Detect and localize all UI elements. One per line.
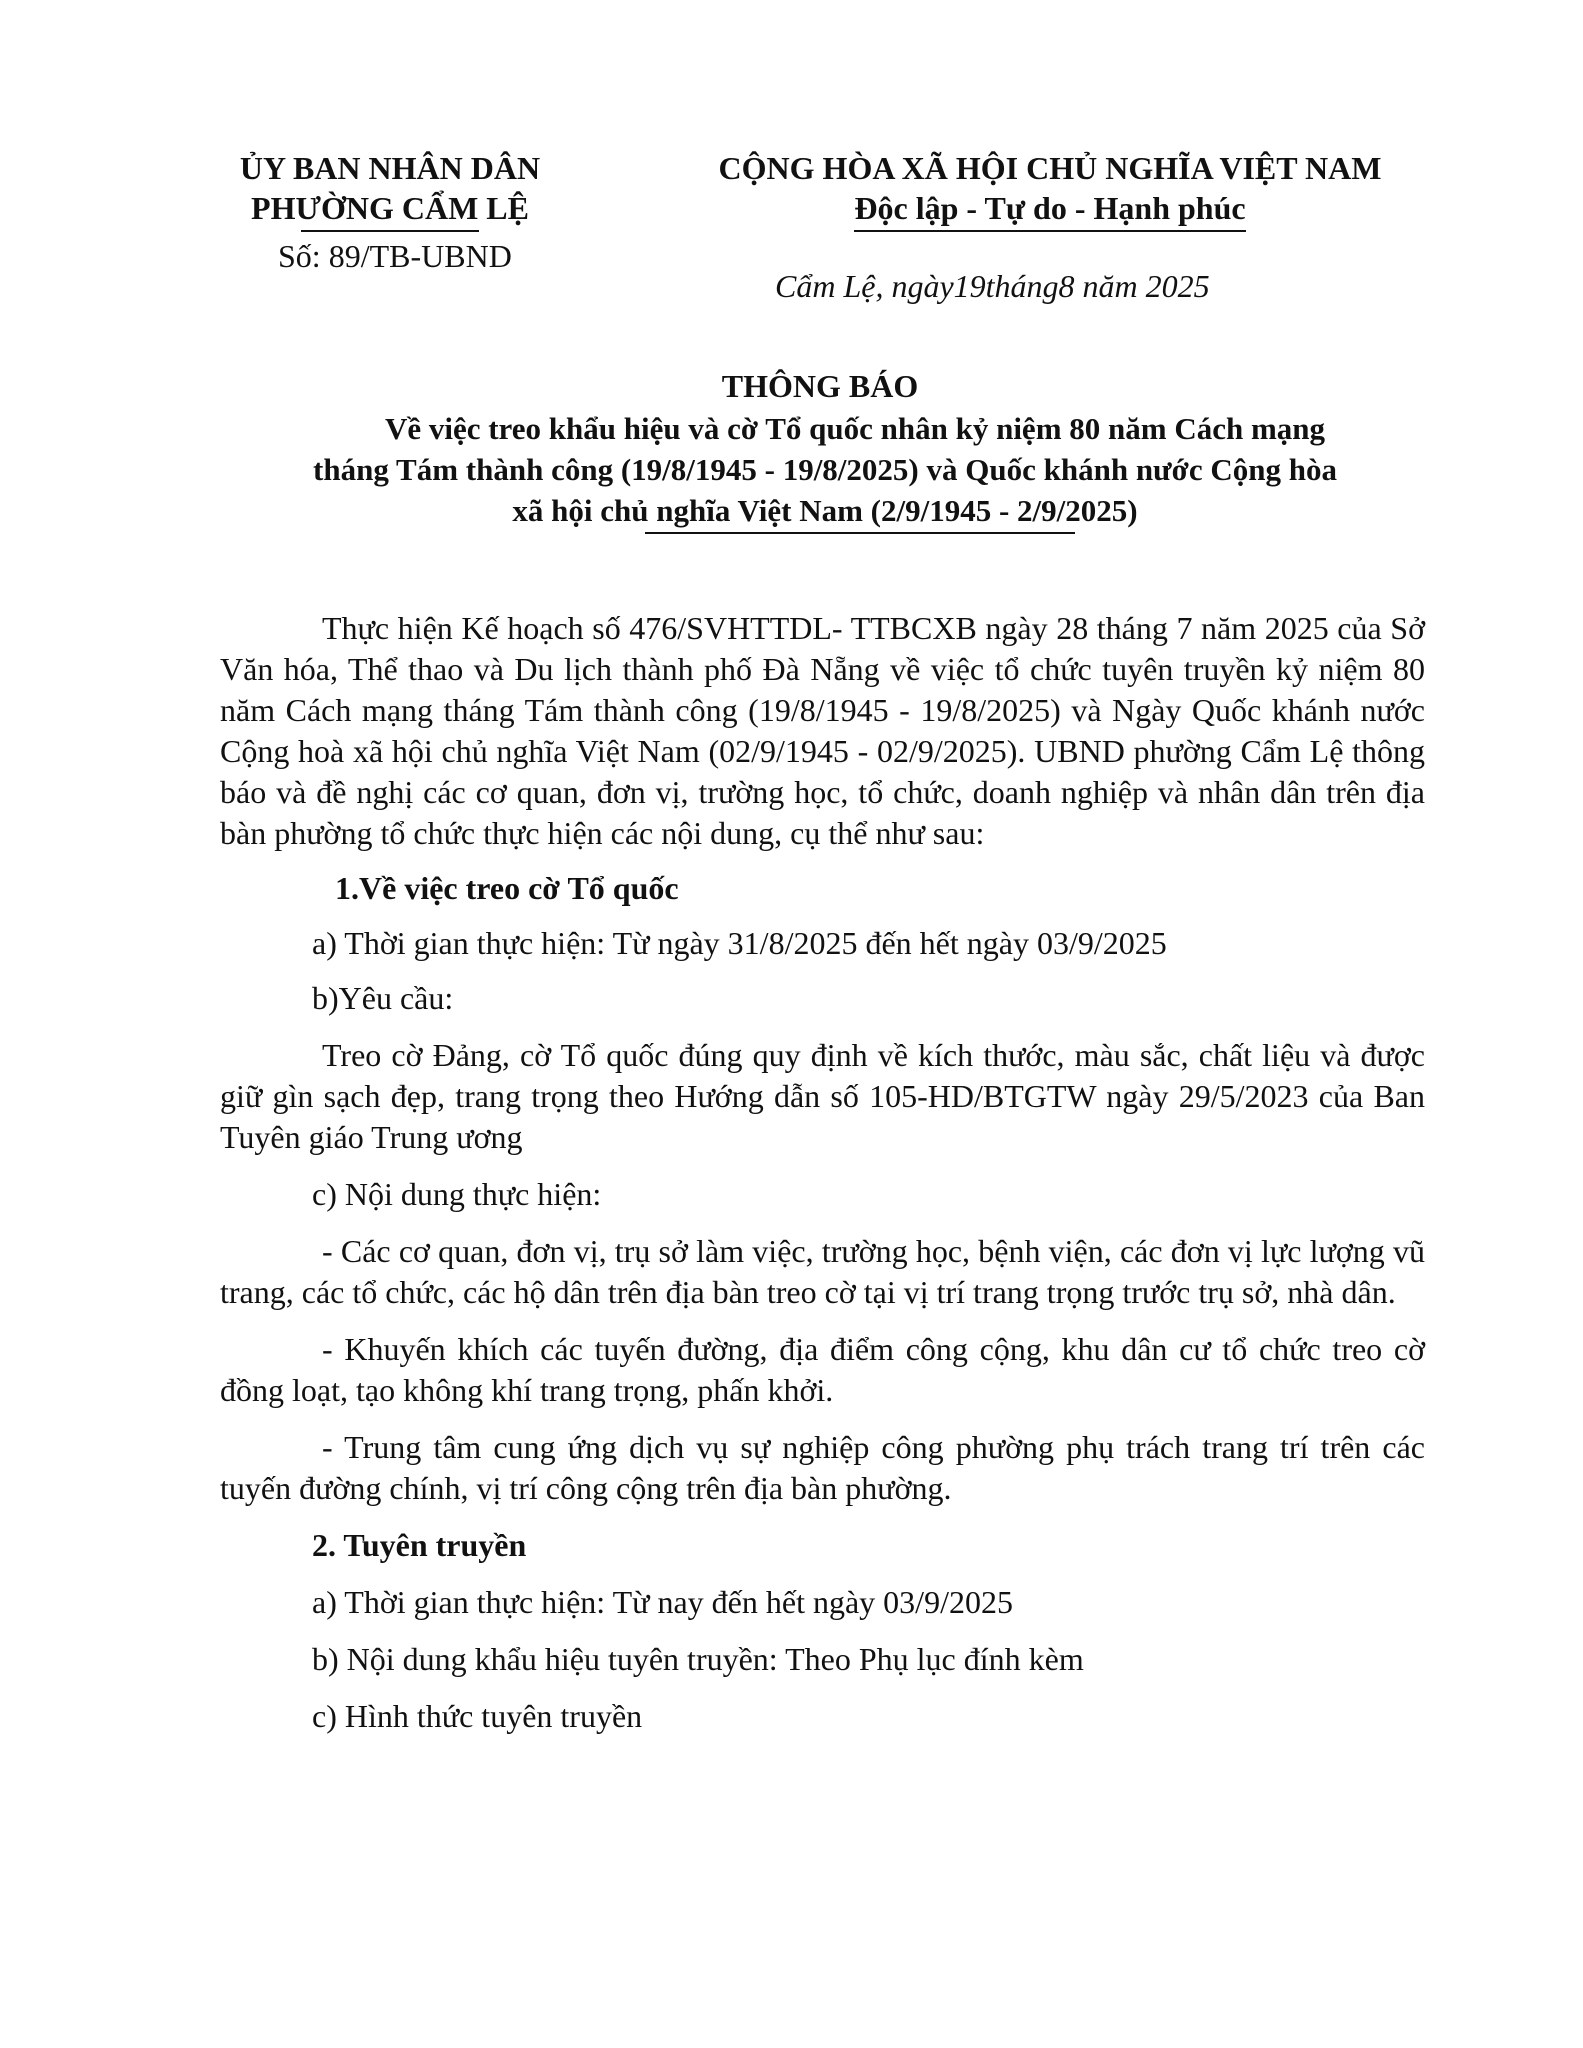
- section-2-heading: 2. Tuyên truyền: [312, 1527, 527, 1563]
- agency-line-1: ỦY BAN NHÂN DÂN: [239, 150, 541, 186]
- section-2-item-a: a) Thời gian thực hiện: Từ nay đến hết ngày 03/9/2025: [312, 1584, 1013, 1620]
- document-subject: [205, 408, 1445, 531]
- agency-underline: [301, 230, 479, 232]
- section-1-item-b-text: Treo cờ Đảng, cờ Tổ quốc đúng quy định về kích thước, màu sắc, chất liệu và được giữ gìn sạch đẹp, trang trọng theo Hướng dẫn số 105-HD/BTGTW ngày 29/5/2023 của Ban Tuyên giáo Trung ương: [220, 1037, 1425, 1155]
- section-1-item-c-bullet-1: - Các cơ quan, đơn vị, trụ sở làm việc, trường học, bệnh viện, các đơn vị lực lượng vũ trang, các tổ chức, các hộ dân trên địa bàn treo cờ tại vị trí trang trọng trước trụ sở, nhà dân.: [220, 1233, 1425, 1310]
- subject-line-1: Về việc treo khẩu hiệu và cờ Tổ quốc nhân kỷ niệm 80 năm Cách mạng: [384, 411, 1326, 446]
- section-2-item-c: c) Hình thức tuyên truyền: [312, 1698, 643, 1734]
- section-1-heading: 1.Về việc treo cờ Tổ quốc: [335, 870, 679, 906]
- subject-line-2: tháng Tám thành công (19/8/1945 - 19/8/2025) và Quốc khánh nước Cộng hòa: [313, 452, 1337, 487]
- intro-paragraph: Thực hiện Kế hoạch số 476/SVHTTDL- TTBCXB ngày 28 tháng 7 năm 2025 của Sở Văn hóa, Thể thao và Du lịch thành phố Đà Nẵng về việc tổ chức tuyên truyền kỷ niệm 80 năm Cách mạng tháng Tám thành công (19/8/1945 - 19/8/2025) và Ngày Quốc khánh nước Cộng hoà xã hội chủ nghĩa Việt Nam (02/9/1945 - 02/9/2025). UBND phường Cẩm Lệ thông báo và đề nghị các cơ quan, đơn vị, trường học, tổ chức, doanh nghiệp và nhân dân trên địa bàn phường tổ chức thực hiện các nội dung, cụ thể như sau:: [220, 610, 1425, 851]
- issuing-agency: [200, 148, 580, 232]
- section-1-item-b: b)Yêu cầu:: [312, 980, 454, 1016]
- section-2-item-b: b) Nội dung khẩu hiệu tuyên truyền: Theo Phụ lục đính kèm: [312, 1641, 1084, 1677]
- agency-line-2: PHƯỜNG CẨM LỆ: [251, 190, 529, 226]
- section-1-item-a: a) Thời gian thực hiện: Từ ngày 31/8/2025 đến hết ngày 03/9/2025: [312, 925, 1167, 961]
- motto: Độc lập - Tự do - Hạnh phúc: [854, 188, 1245, 232]
- document-body: [220, 608, 1425, 1737]
- document-type-title: THÔNG BÁO: [721, 368, 919, 404]
- document-number: Số: 89/TB-UBND: [278, 238, 512, 274]
- subject-line-3: xã hội chủ nghĩa Việt Nam (2/9/1945 - 2/9/2025): [512, 493, 1138, 528]
- section-1-item-c-bullet-2: - Khuyến khích các tuyến đường, địa điểm công cộng, khu dân cư tổ chức treo cờ đồng loạt, tạo không khí trang trọng, phấn khởi.: [220, 1331, 1425, 1408]
- subject-underline: [645, 532, 1075, 534]
- section-1-item-c: c) Nội dung thực hiện:: [312, 1176, 602, 1212]
- place-date-line: Cẩm Lệ, ngày19tháng8 năm 2025: [775, 268, 1210, 304]
- section-1-item-c-bullet-3: - Trung tâm cung ứng dịch vụ sự nghiệp công phường phụ trách trang trí trên các tuyến đường chính, vị trí công cộng trên địa bàn phường.: [220, 1429, 1425, 1506]
- national-header: [680, 148, 1420, 232]
- nation-line: CỘNG HÒA XÃ HỘI CHỦ NGHĨA VIỆT NAM: [718, 150, 1382, 186]
